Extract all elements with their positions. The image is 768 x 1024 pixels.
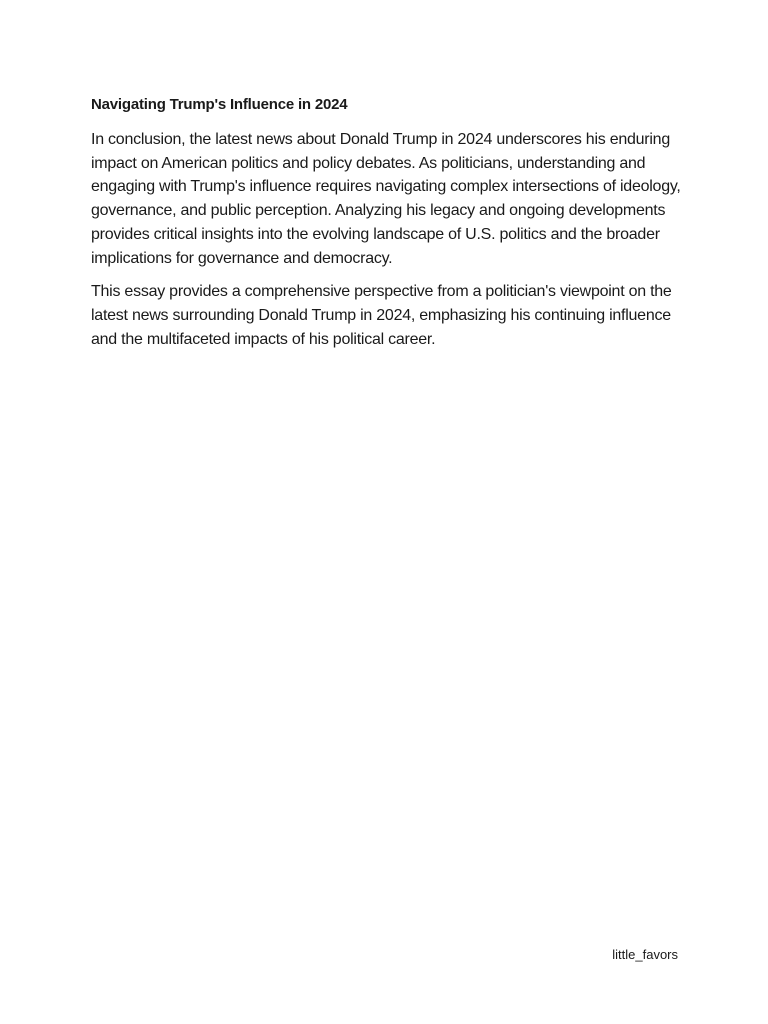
document-body bbox=[91, 94, 681, 361]
paragraph-conclusion: In conclusion, the latest news about Donald Trump in 2024 underscores his enduring impact on American politics and policy debates. As politicians, understanding and engaging with Trump's influence requires navigating complex intersections of ideology, governance, and public perception. Analyzing his legacy and ongoing developments provides critical insights into the evolving landscape of U.S. politics and the broader implications for governance and democracy. bbox=[91, 131, 681, 267]
footer-watermark: little_favors bbox=[612, 947, 678, 962]
document-title: Navigating Trump's Influence in 2024 bbox=[91, 96, 348, 113]
paragraph-summary: This essay provides a comprehensive perspective from a politician's viewpoint on the latest news surrounding Donald Trump in 2024, emphasizing his continuing influence and the multifaceted impacts of his political career. bbox=[91, 283, 672, 348]
